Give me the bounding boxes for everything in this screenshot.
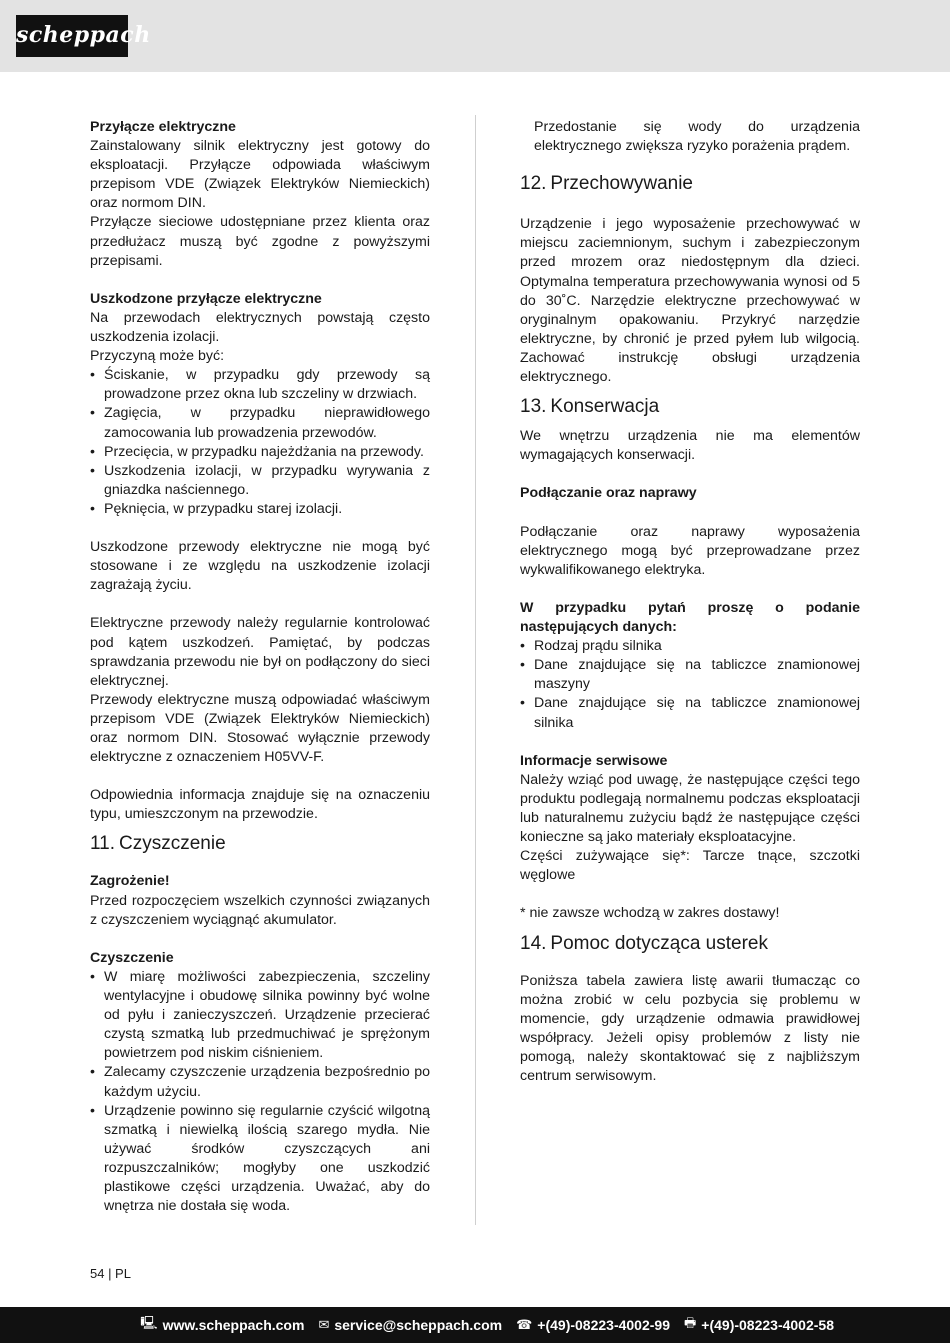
website-text: www.scheppach.com [162,1317,305,1333]
cleaning-list [90,968,430,1216]
damaged-paragraph-4: Elektryczne przewody należy regularnie kontrolować pod kątem uszkodzeń. Pamiętać, by podczas sprawdzania przewodu nie był on podłączony do sieci elektrycznej. [90,615,430,689]
section-12-heading [520,172,860,196]
section-number: 13. [520,396,547,418]
danger-paragraph: Przed rozpoczęciem wszelkich czynności związanych z czyszczeniem wyciągnąć akumulator. [90,892,430,928]
section-title: Czyszczenie [119,833,226,855]
maintenance-paragraph: We wnętrzu urządzenia nie ma elementów wymagających konserwacji. [520,428,860,464]
connection-heading: Przyłącze elektryczne [90,119,236,135]
section-11-heading [90,832,430,856]
page-footer [0,1307,950,1343]
computer-icon: 🖳 [140,1315,158,1330]
continued-paragraph: Przedostanie się wody do urządzenia elektrycznego zwiększa ryzyko porażenia prądem. [534,119,860,155]
cleaning-heading: Czyszczenie [90,949,174,966]
fax-text: +(49)-08223-4002-58 [701,1317,834,1333]
section-title: Pomoc dotycząca usterek [550,932,768,954]
list-item: • Urządzenie powinno się regularnie czyścić wilgotną szmatką i niewielką ilością szarego mydła. Nie używać środków czyszczących ani rozpuszczalników; mogłyby one uszkodzić plastikowe części urządzenia. Uważać, aby do wnętrza nie dostała się woda. [90,1102,430,1217]
section-title: Konserwacja [550,396,660,418]
service-paragraph-2: Części zużywające się*: Tarcze tnące, szczotki węglowe [520,848,860,884]
damaged-paragraph-2: Przyczyną może być: [90,348,225,365]
repair-paragraph: Podłączanie oraz naprawy wyposażenia elektrycznego mogą być przeprowadzane przez wykwalifikowanego elektryka. [520,523,860,578]
list-item: • Zalecamy czyszczenie urządzenia bezpośrednio po każdym użyciu. [90,1063,430,1101]
section-number: 12. [520,173,547,195]
fax-icon: 🖶 [684,1315,697,1330]
footer-phone[interactable] [516,1317,670,1333]
section-number: 11. [90,833,116,855]
damaged-paragraph-5: Przewody elektryczne muszą odpowiadać właściwym przepisom VDE (Związek Elektryków Niemieckich) oraz normom DIN. Stosować wyłącznie przewody elektryczne z oznaczeniem H05VV-F. [90,691,430,766]
query-heading: W przypadku pytań proszę o podanie następujących danych: [520,599,860,636]
storage-paragraph: Urządzenie i jego wyposażenie przechowywać w miejscu zaciemnionym, suchym i zabezpieczonym przed mrozem oraz niedostępnym dla dzieci. Optymalna temperatura przechowywania wynosi od 5 do 30˚C. Narzędzie elektryczne przechowywać w oryginalnym opakowaniu. Przykryć narzędzie elektryczne, by chronić je przed pyłem lub wilgocią. Zachować instrukcję obsługi urządzenia elektrycznego. [520,216,860,386]
left-column [90,118,430,1216]
list-item: • Zagięcia, w przypadku nieprawidłowego zamocowania lub prowadzenia przewodów. [90,404,430,442]
footer-fax [684,1314,834,1336]
service-heading: Informacje serwisowe [520,752,668,769]
scheppach-logo: scheppach [16,15,128,57]
section-13-heading [520,395,860,419]
list-item: • Dane znajdujące się na tabliczce znamionowej maszyny [520,656,860,694]
damaged-paragraph-6: Odpowiednia informacja znajduje się na oznaczeniu typu, umieszczonym na przewodzie. [90,787,430,823]
damaged-paragraph-1: Na przewodach elektrycznych powstają często uszkodzenia izolacji. [90,309,430,346]
page-header [0,0,950,72]
right-column [520,118,860,1086]
list-item: • Pęknięcia, w przypadku starej izolacji. [90,500,430,519]
section-title: Przechowywanie [550,173,693,195]
damage-causes-list [90,366,430,519]
damaged-paragraph-3: Uszkodzone przewody elektryczne nie mogą być stosowane i ze względu na uszkodzenie izolacji zagrażają życiu. [90,539,430,594]
connection-paragraph-2: Przyłącze sieciowe udostępniane przez klienta oraz przedłużacz muszą być zgodne z powyższymi przepisami. [90,214,430,269]
email-text: service@scheppach.com [334,1317,503,1333]
section-number: 14. [520,932,547,954]
danger-heading: Zagrożenie! [90,873,170,890]
query-list [520,637,860,732]
list-item: • Przecięcia, w przypadku najeżdżania na przewody. [90,443,430,462]
troubleshooting-paragraph: Poniższa tabela zawiera listę awarii tłumacząc co można zrobić w celu pozbycia się problemu w momencie, gdy urządzenie odmawia prawidłowej współpracy. Jeżeli opisy problemów z listy nie pomogą, należy skontaktować się z najbliższym centrum serwisowym. [520,972,860,1085]
column-divider [475,115,476,1225]
footer-website[interactable] [140,1314,304,1336]
connection-paragraph-1: Zainstalowany silnik elektryczny jest gotowy do eksploatacji. Przyłącze odpowiada właściwym przepisom VDE (Związek Elektryków Niemieckich) oraz normom DIN. [90,138,430,212]
footer-email[interactable] [318,1317,502,1333]
list-item: • Ściskanie, w przypadku gdy przewody są prowadzone przez okna lub szczeliny w drzwiach. [90,366,430,404]
service-note: * nie zawsze wchodzą w zakres dostawy! [520,905,780,922]
repair-heading: Podłączanie oraz naprawy [520,485,697,502]
phone-icon: ☎ [516,1317,533,1332]
service-paragraph-1: Należy wziąć pod uwagę, że następujące części tego produktu podlegają normalnemu podczas eksploatacji lub naturalnemu zużyciu bądź że następujące części konieczne są jako materiały eksploatacyjne. [520,771,860,846]
list-item: • W miarę możliwości zabezpieczenia, szczeliny wentylacyjne i obudowę silnika powinny być wolne od pyłu i zanieczyszczeń. Urządzenie przecierać czystą szmatką lub przedmuchiwać je sprężonym powietrzem pod niskim ciśnieniem. [90,968,430,1063]
damaged-connection-heading: Uszkodzone przyłącze elektryczne [90,290,322,307]
mail-icon: ✉ [318,1317,330,1332]
list-item: • Rodzaj prądu silnika [520,637,860,656]
list-item: • Dane znajdujące się na tabliczce znamionowej silnika [520,694,860,732]
phone-text: +(49)-08223-4002-99 [537,1317,670,1333]
section-14-heading [520,932,860,956]
page-number: 54 | PL [90,1266,131,1281]
list-item: • Uszkodzenia izolacji, w przypadku wyrywania z gniazdka naściennego. [90,462,430,500]
